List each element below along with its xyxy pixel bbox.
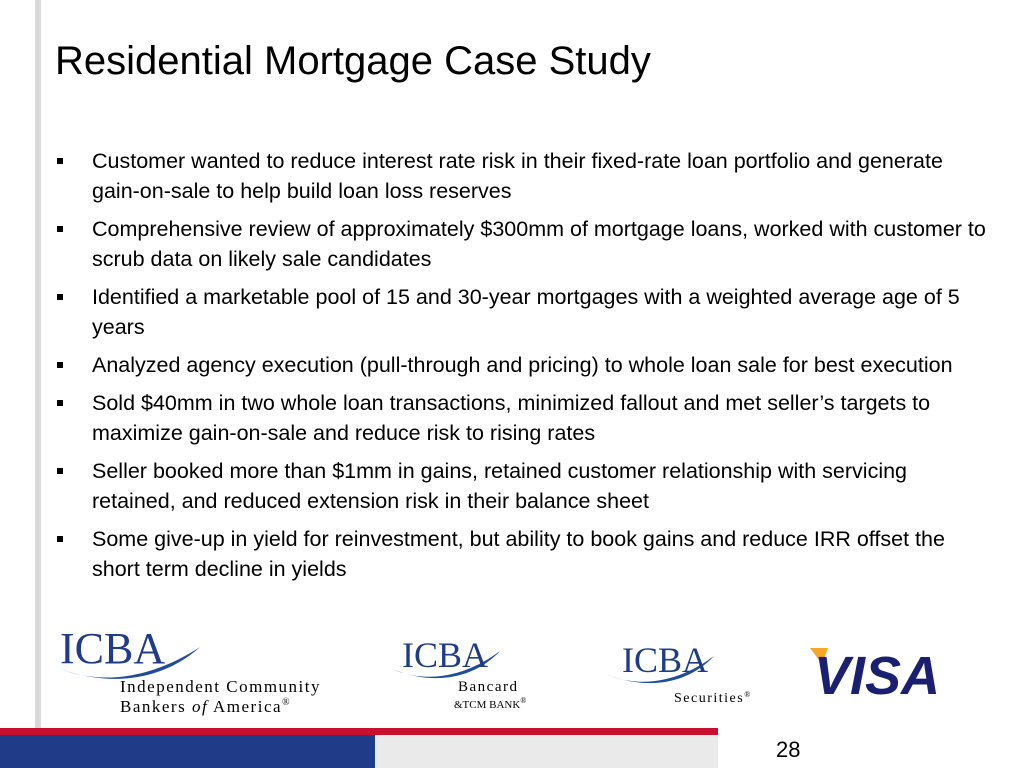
square-bullet-icon — [57, 400, 63, 406]
bullet-item — [57, 456, 987, 516]
page-number: 28 — [776, 737, 801, 762]
bullet-text: Some give-up in yield for reinvestment, but ability to book gains and reduce IRR offset the short term decline in yields — [92, 527, 945, 581]
slide-title: Residential Mortgage Case Study — [55, 39, 651, 83]
icba-securities-line1: Securities® — [674, 690, 752, 706]
square-bullet-icon — [57, 468, 63, 474]
bullet-item — [57, 146, 987, 206]
footer-red-bar — [0, 728, 718, 735]
icba-bancard-line2: &TCM BANK® — [454, 696, 527, 711]
visa-logo — [808, 642, 973, 698]
bullet-text: Comprehensive review of approximately $300mm of mortgage loans, worked with customer to scrub data on likely sale candidates — [92, 217, 986, 271]
footer-blue-bar — [0, 735, 375, 768]
icba-bancard-logo — [388, 627, 588, 712]
logo-strip — [0, 612, 1024, 720]
icba-bancard-line1: Bancard — [458, 679, 519, 695]
square-bullet-icon — [57, 294, 63, 300]
bullet-item — [57, 350, 987, 380]
bullet-text: Sold $40mm in two whole loan transactions, minimized fallout and met seller’s targets to maximize gain-on-sale and reduce risk to rising rates — [92, 391, 931, 445]
visa-logo-mark: VISA — [814, 646, 941, 698]
icba-logo-mark: ICBA — [60, 624, 166, 673]
bullet-text: Identified a marketable pool of 15 and 30-year mortgages with a weighted average age of 5 years — [92, 285, 960, 339]
square-bullet-icon — [57, 536, 63, 542]
bullet-text: Seller booked more than $1mm in gains, retained customer relationship with servicing retained, and reduced extension risk in their balance sheet — [92, 459, 908, 513]
icba-logo-line2: Bankers of America® — [120, 697, 292, 716]
icba-logo — [52, 617, 377, 717]
bullet-list — [57, 146, 987, 592]
icba-bancard-mark: ICBA — [402, 635, 489, 675]
bullet-text: Customer wanted to reduce interest rate risk in their fixed-rate loan portfolio and generate gain-on-sale to help build loan loss reserves — [92, 149, 943, 203]
icba-logo-line1: Independent Community — [120, 677, 322, 696]
square-bullet-icon — [57, 226, 63, 232]
icba-securities-mark: ICBA — [622, 640, 709, 680]
footer-gray-bar — [375, 735, 718, 768]
bullet-item — [57, 524, 987, 584]
bullet-text: Analyzed agency execution (pull-through and pricing) to whole loan sale for best execution — [92, 353, 953, 377]
square-bullet-icon — [57, 362, 63, 368]
icba-securities-logo — [602, 632, 797, 712]
bullet-item — [57, 214, 987, 274]
bullet-item — [57, 388, 987, 448]
square-bullet-icon — [57, 158, 63, 164]
bullet-item — [57, 282, 987, 342]
